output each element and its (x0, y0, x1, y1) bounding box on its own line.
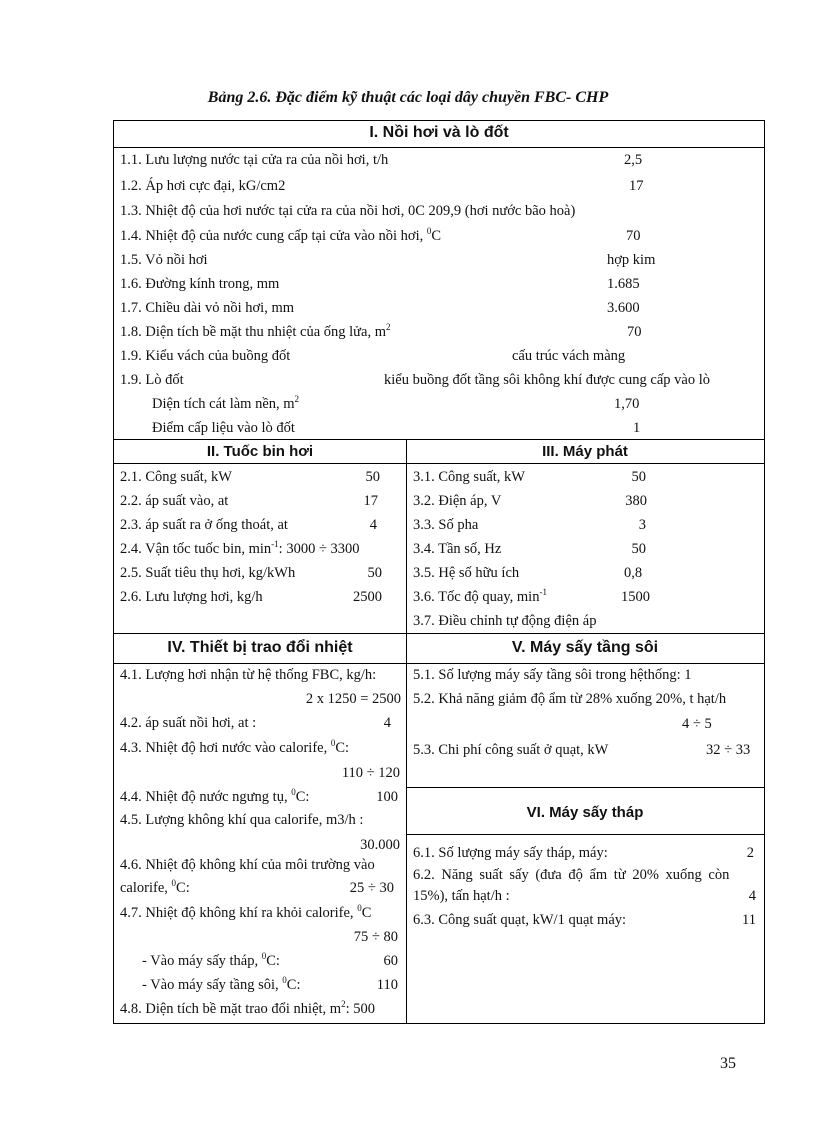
row-4-8 (120, 1000, 375, 1018)
row-3-3: 3.3. Số pha (413, 517, 479, 533)
row-2-4 (120, 540, 360, 558)
row-label-tail: : 500 (345, 1001, 375, 1017)
row-label-tail: C: (266, 953, 280, 969)
value-2-5: 50 (367, 565, 382, 581)
value-1-1: 2,5 (624, 152, 643, 168)
row-1-7 (120, 299, 294, 317)
row-4-4 (120, 788, 309, 806)
value-3-4: 50 (631, 541, 646, 557)
value-1-8: 70 (627, 324, 642, 340)
value-1-sand: 1,70 (614, 396, 640, 412)
row-2-2: 2.2. áp suất vào, at (120, 493, 229, 509)
row-sup: 0 (357, 903, 362, 914)
value-1-4: 70 (626, 228, 641, 244)
row-label: Điểm cấp liệu vào lò đốt (152, 420, 295, 436)
divider (114, 439, 764, 440)
row-label: 1.2. Áp hơi cực đại, kG/cm2 (120, 178, 286, 194)
section-title-fluid-bed-dryer: V. Máy sấy tầng sôi (511, 639, 659, 656)
row-3-6 (413, 588, 547, 606)
row-label: 1.9. Kiểu vách của buồng đốt (120, 348, 291, 364)
row-label-tail: C: (176, 880, 190, 896)
row-6-3: 6.3. Công suất quạt, kW/1 quạt máy: (413, 912, 627, 928)
row-2-6: 2.6. Lưu lượng hơi, kg/h (120, 589, 263, 605)
value-2-6: 2500 (353, 589, 382, 605)
row-sup: 0 (282, 975, 287, 986)
row-sup: 2 (341, 999, 346, 1010)
value-1-9: cấu trúc vách màng (512, 348, 626, 364)
value-4-7a: 60 (383, 953, 398, 969)
section-title-generator: III. Máy phát (542, 443, 628, 460)
row-label: 2.4. Vận tốc tuốc bin, min (120, 541, 272, 557)
section-title-heat-exchanger: IV. Thiết bị trao đổi nhiệt (167, 639, 353, 656)
row-1-4 (120, 227, 441, 245)
row-4-3 (120, 739, 349, 757)
row-5-1: 5.1. Số lượng máy sấy tầng sôi trong hệthống: 1 (413, 667, 692, 683)
value-3-2: 380 (625, 493, 647, 509)
row-label: - Vào máy sấy tầng sôi, (142, 977, 283, 993)
value-4-6: 25 ÷ 30 (349, 880, 394, 896)
row-label-tail: C (431, 228, 442, 244)
row-label: calorife, (120, 880, 172, 896)
row-6-2: 6.2. Năng suất sấy (đưa độ ẩm từ 20% xuống còn (413, 867, 730, 883)
divider (114, 663, 764, 664)
row-label: 1.7. Chiều dài vỏ nồi hơi, mm (120, 300, 295, 316)
row-label: 4.7. Nhiệt độ không khí ra khỏi calorife, (120, 905, 358, 921)
row-1-5 (120, 251, 208, 269)
value-4-5: 30.000 (360, 837, 400, 853)
row-3-4: 3.4. Tần số, Hz (413, 541, 502, 557)
value-1-feed: 1 (633, 420, 641, 436)
divider (406, 439, 407, 1023)
row-2-3: 2.3. áp suất ra ở ống thoát, at (120, 517, 288, 533)
divider (406, 787, 764, 788)
row-1-8 (120, 323, 390, 341)
value-3-1: 50 (631, 469, 646, 485)
value-1-5: hợp kim (607, 252, 656, 268)
divider (114, 633, 764, 634)
value-5-2: 4 ÷ 5 (682, 716, 712, 732)
row-3-1: 3.1. Công suất, kW (413, 469, 525, 485)
row-label: 1.3. Nhiệt độ của hơi nước tại cửa ra của nồi hơi, 0C 209,9 (hơi nước bão hoà) (120, 203, 576, 219)
row-1-6 (120, 275, 279, 293)
divider (114, 147, 764, 148)
section-title-tower-dryer: VI. Máy sấy tháp (526, 804, 644, 821)
row-4-7a (142, 952, 280, 970)
value-6-3: 11 (742, 912, 756, 928)
value-6-1: 2 (746, 845, 754, 861)
value-3-5: 0,8 (624, 565, 643, 581)
value-1-9b: kiểu buồng đốt tầng sôi không khí được cung cấp vào lò (384, 372, 711, 388)
row-1-9 (120, 347, 290, 365)
value-2-1: 50 (365, 469, 380, 485)
row-label-tail: : 3000 ÷ 3300 (278, 541, 360, 557)
value-3-6: 1500 (621, 589, 650, 605)
value-1-6: 1.685 (607, 276, 640, 292)
row-3-7: 3.7. Điều chỉnh tự động điện áp (413, 613, 597, 629)
row-1-3 (120, 202, 575, 220)
row-4-2: 4.2. áp suất nồi hơi, at : (120, 715, 257, 731)
value-6-2: 4 (748, 888, 756, 904)
value-4-2: 4 (383, 715, 391, 731)
row-label: 4.8. Diện tích bề mặt trao đổi nhiệt, m (120, 1001, 342, 1017)
row-sup: -1 (271, 539, 279, 550)
row-label-tail: C: (335, 740, 350, 756)
page-number: 35 (720, 1055, 736, 1072)
row-label: 4.4. Nhiệt độ nước ngưng tụ, (120, 789, 292, 805)
row-sup: 2 (294, 394, 300, 405)
row-label: 1.9. Lò đốt (120, 372, 184, 388)
section-title-boiler: I. Nồi hơi và lò đốt (369, 124, 509, 141)
row-label: 1.8. Diện tích bề mặt thu nhiệt của ống lửa, m (120, 324, 386, 340)
row-label: 1.4. Nhiệt độ của nước cung cấp tại cửa vào nồi hơi, (120, 228, 427, 244)
row-1-sand (152, 395, 299, 413)
row-6-1: 6.1. Số lượng máy sấy tháp, máy: (413, 845, 608, 861)
row-sup: 0 (426, 226, 432, 237)
row-4-6: 4.6. Nhiệt độ không khí của môi trường vào (120, 857, 375, 873)
row-sup: 0 (171, 878, 177, 889)
value-2-2: 17 (363, 493, 378, 509)
row-1-1 (120, 151, 388, 169)
divider (114, 463, 764, 464)
row-sup: 0 (291, 787, 296, 798)
row-label-tail: C: (295, 789, 310, 805)
row-4-7b (142, 976, 300, 994)
row-sup: 2 (385, 322, 391, 333)
value-4-1: 2 x 1250 = 2500 (305, 691, 401, 707)
row-sup: 0 (330, 738, 336, 749)
value-3-3: 3 (638, 517, 646, 533)
row-label: 1.5. Vỏ nồi hơi (120, 252, 208, 268)
value-2-3: 4 (369, 517, 377, 533)
row-4-1: 4.1. Lượng hơi nhận từ hệ thống FBC, kg/h: (120, 667, 377, 683)
row-4-7 (120, 904, 371, 922)
row-4-6b (120, 879, 190, 897)
value-1-2: 17 (629, 178, 644, 194)
value-4-7: 75 ÷ 80 (353, 929, 398, 945)
table-caption: Bảng 2.6. Đặc điểm kỹ thuật các loại dây chuyền FBC- CHP (207, 89, 609, 106)
value-1-7: 3.600 (607, 300, 640, 316)
row-sup: -1 (539, 587, 547, 598)
row-1-9b (120, 371, 184, 389)
value-4-7b: 110 (376, 977, 398, 993)
row-3-2: 3.2. Điện áp, V (413, 493, 502, 509)
row-label: Diện tích cát làm nền, m (152, 396, 295, 412)
row-5-2: 5.2. Khả năng giảm độ ẩm từ 28% xuống 20%, t hạt/h (413, 691, 727, 707)
row-label: 1.6. Đường kính trong, mm (120, 276, 280, 292)
row-1-feed (152, 419, 295, 437)
row-2-1: 2.1. Công suất, kW (120, 469, 232, 485)
row-label-tail: C (361, 905, 372, 921)
value-5-3: 32 ÷ 33 (706, 742, 751, 758)
row-6-2b: 15%), tấn hạt/h : (413, 888, 510, 904)
row-label: 3.6. Tốc độ quay, min (413, 589, 540, 605)
row-5-3: 5.3. Chi phí công suất ở quạt, kW (413, 742, 609, 758)
divider (406, 834, 764, 835)
value-4-4: 100 (376, 789, 398, 805)
row-label: - Vào máy sấy tháp, (142, 953, 262, 969)
row-4-5: 4.5. Lượng không khí qua calorife, m3/h : (120, 812, 364, 828)
row-3-5: 3.5. Hệ số hữu ích (413, 565, 520, 581)
row-label: 4.3. Nhiệt độ hơi nước vào calorife, (120, 740, 331, 756)
spec-table (113, 120, 765, 1024)
section-title-turbine: II. Tuốc bin hơi (206, 443, 314, 460)
value-4-3: 110 ÷ 120 (341, 765, 400, 781)
row-2-5: 2.5. Suất tiêu thụ hơi, kg/kWh (120, 565, 296, 581)
row-label-tail: C: (286, 977, 301, 993)
row-1-2 (120, 177, 285, 195)
row-label: 1.1. Lưu lượng nước tại cửa ra của nồi hơi, t/h (120, 152, 389, 168)
row-sup: 0 (261, 951, 267, 962)
